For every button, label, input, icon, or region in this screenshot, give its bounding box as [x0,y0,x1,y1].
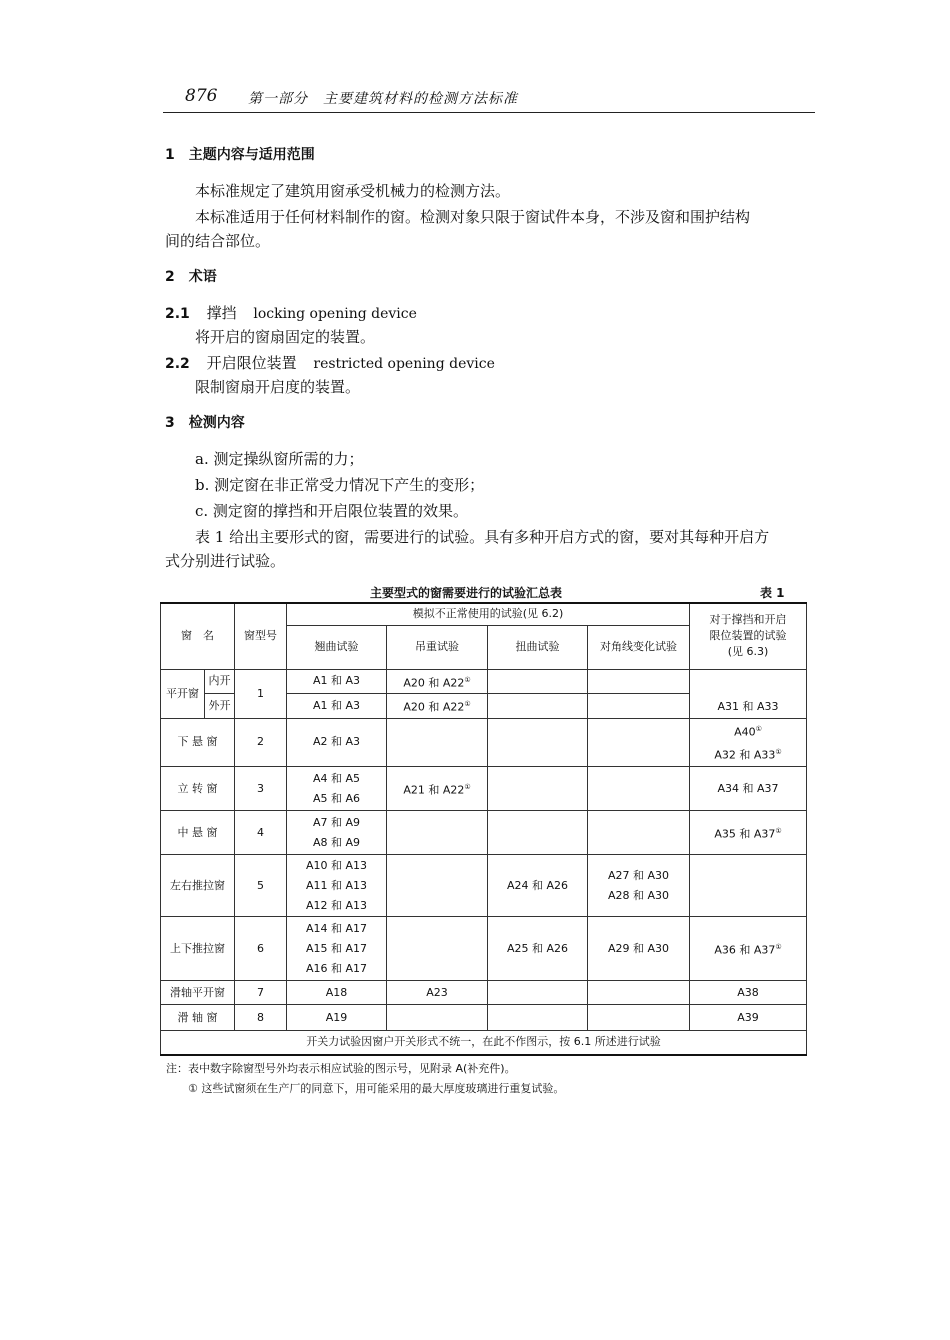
cell-hang [387,855,488,917]
cell-check: A31 和 A33 [690,669,807,718]
section-1-para-2-cont: 间的结合部位。 [165,232,271,250]
cell-subtype: 内开 [205,669,235,694]
cell-twist [488,981,588,1005]
cell-hang [387,694,488,719]
term-2-2-number: 2.2 [165,356,190,372]
cell-twist [488,694,588,719]
cell-check-text: A35 和 A37 [714,827,776,841]
footnote-mark: ① [775,748,782,757]
cell-subtype: 外开 [205,694,235,719]
cell-name: 立 转 窗 [161,767,235,811]
table-row [161,669,807,694]
cell-bend: A19 [287,1005,387,1031]
cell-bend-line-1: A4 和 A5 [312,771,361,785]
cell-twist [488,811,588,855]
cell-name: 平开窗 [161,669,205,718]
cell-hang-text: A21 和 A22 [403,783,465,797]
table-note: 注：表中数字除窗型号外均表示相应试验的图示号，见附录 A(补充件)。 [166,1062,516,1075]
term-2-2 [165,352,495,373]
section-3-para-cont: 式分别进行试验。 [165,552,286,570]
cell-diag-line-1: A27 和 A30 [607,868,670,882]
cell-diag [588,718,690,766]
section-1-title: 1 主题内容与适用范围 [165,147,315,163]
cell-bend-line-2: A11 和 A13 [305,878,368,892]
cell-twist: A24 和 A26 [488,855,588,917]
footnote-mark: ① [755,724,762,733]
cell-check [690,855,807,917]
table-row [161,981,807,1005]
term-2-1-number: 2.1 [165,306,190,322]
footnote-mark: ① [775,826,782,835]
cell-bend: A1 和 A3 [287,669,387,694]
section-3-title: 3 检测内容 [165,415,245,431]
table-caption: 主要型式的窗需要进行的试验汇总表 [370,586,563,600]
page-header [163,84,815,113]
col-header-twist: 扭曲试验 [488,625,588,669]
cell-bend [287,811,387,855]
cell-bend: A18 [287,981,387,1005]
table-footer-row [161,1031,807,1055]
cell-diag-line-2: A28 和 A30 [607,888,670,902]
cell-hang [387,917,488,981]
cell-bend [287,855,387,917]
cell-name: 滑轴平开窗 [161,981,235,1005]
cell-diag [588,981,690,1005]
cell-check-text: A40 [734,725,756,739]
term-2-2-english: restricted opening device [313,356,495,372]
cell-check-text: A36 和 A37 [714,943,776,957]
cell-hang [387,811,488,855]
cell-bend-line-2: A5 和 A6 [312,791,361,805]
cell-type: 4 [235,811,287,855]
term-2-2-definition: 限制窗扇开启度的装置。 [195,378,361,396]
cell-twist [488,669,588,694]
table-row [161,811,807,855]
col-header-group: 模拟不正常使用的试验(见 6.2) [287,603,690,625]
footnote-mark: ① [464,700,471,709]
table-row [161,718,807,766]
col-header-hang: 吊重试验 [387,625,488,669]
section-3-para: 表 1 给出主要形式的窗，需要进行的试验。具有多种开启方式的窗，要对其每种开启方 [195,528,770,546]
table-row [161,917,807,981]
cell-bend-line-3: A16 和 A17 [305,961,368,975]
section-2-title: 2 术语 [165,269,217,285]
term-2-1-definition: 将开启的窗扇固定的装置。 [195,328,376,346]
cell-bend [287,767,387,811]
col-header-name: 窗 名 [161,603,235,669]
cell-check: A39 [690,1005,807,1031]
footnote-mark: ① [464,782,471,791]
cell-twist [488,718,588,766]
cell-name: 中 悬 窗 [161,811,235,855]
cell-type: 3 [235,767,287,811]
cell-diag [588,811,690,855]
cell-bend: A1 和 A3 [287,694,387,719]
cell-diag [588,1005,690,1031]
cell-bend: A2 和 A3 [287,718,387,766]
cell-check-line-2 [690,742,806,766]
cell-type: 7 [235,981,287,1005]
cell-bend-line-2: A15 和 A17 [305,941,368,955]
cell-name: 下 悬 窗 [161,718,235,766]
cell-check [690,917,807,981]
cell-hang-text: A20 和 A22 [403,700,465,714]
cell-type: 1 [235,669,287,718]
running-title: 第一部分 主要建筑材料的检测方法标准 [248,91,518,107]
term-2-2-name: 开启限位装置 [206,354,297,372]
term-2-1-name: 撑挡 [206,304,237,322]
col-header-bend: 翘曲试验 [287,625,387,669]
cell-twist: A25 和 A26 [488,917,588,981]
cell-bend-line-1: A7 和 A9 [312,815,361,829]
table-header-row [161,603,807,625]
cell-name: 上下推拉窗 [161,917,235,981]
cell-twist [488,1005,588,1031]
cell-check [690,718,807,766]
cell-hang: A23 [387,981,488,1005]
table-row [161,1005,807,1031]
table-row [161,767,807,811]
cell-check: A38 [690,981,807,1005]
col-header-diag: 对角线变化试验 [588,625,690,669]
cell-bend-line-1: A14 和 A17 [305,921,368,935]
cell-check-text: A32 和 A33 [714,749,776,763]
cell-check [690,811,807,855]
page-number: 876 [185,86,218,106]
cell-diag [588,855,690,917]
cell-type: 6 [235,917,287,981]
cell-diag: A29 和 A30 [588,917,690,981]
term-2-1-english: locking opening device [253,306,417,322]
table-footnote: ① 这些试窗须在生产厂的同意下，用可能采用的最大厚度玻璃进行重复试验。 [188,1082,565,1095]
cell-type: 5 [235,855,287,917]
cell-hang [387,718,488,766]
table-footer: 开关力试验因窗户开关形式不统一，在此不作图示，按 6.1 所述进行试验 [161,1031,807,1055]
term-2-1 [165,302,417,323]
table-row [161,855,807,917]
cell-diag [588,767,690,811]
item-b: b. 测定窗在非正常受力情况下产生的变形； [195,476,485,494]
test-summary-table [160,602,807,1056]
cell-type: 2 [235,718,287,766]
cell-twist [488,767,588,811]
cell-diag [588,669,690,694]
cell-name: 左右推拉窗 [161,855,235,917]
item-c: c. 测定窗的撑挡和开启限位装置的效果。 [195,502,468,520]
table-label: 表 1 [760,586,785,600]
cell-hang [387,669,488,694]
col-header-check-line-3: (见 6.3) [727,645,769,659]
section-1-para-1: 本标准规定了建筑用窗承受机械力的检测方法。 [195,182,511,200]
item-a: a. 测定操纵窗所需的力； [195,450,364,468]
cell-bend-line-1: A10 和 A13 [305,858,368,872]
section-1-para-2: 本标准适用于任何材料制作的窗。检测对象只限于窗试件本身，不涉及窗和围护结构 [195,208,751,226]
cell-name: 滑 轴 窗 [161,1005,235,1031]
footnote-mark: ① [464,675,471,684]
footnote-mark: ① [775,942,782,951]
cell-type: 8 [235,1005,287,1031]
cell-diag [588,694,690,719]
col-header-check-line-1: 对于撑挡和开启 [709,613,787,627]
col-header-check [690,603,807,669]
cell-bend-line-2: A8 和 A9 [312,835,361,849]
cell-bend-line-3: A12 和 A13 [305,898,368,912]
cell-check: A34 和 A37 [690,767,807,811]
col-header-type: 窗型号 [235,603,287,669]
cell-hang-text: A20 和 A22 [403,676,465,690]
cell-check-line-1 [690,719,806,743]
cell-hang [387,767,488,811]
col-header-check-line-2: 限位装置的试验 [709,629,787,643]
cell-hang [387,1005,488,1031]
cell-bend [287,917,387,981]
